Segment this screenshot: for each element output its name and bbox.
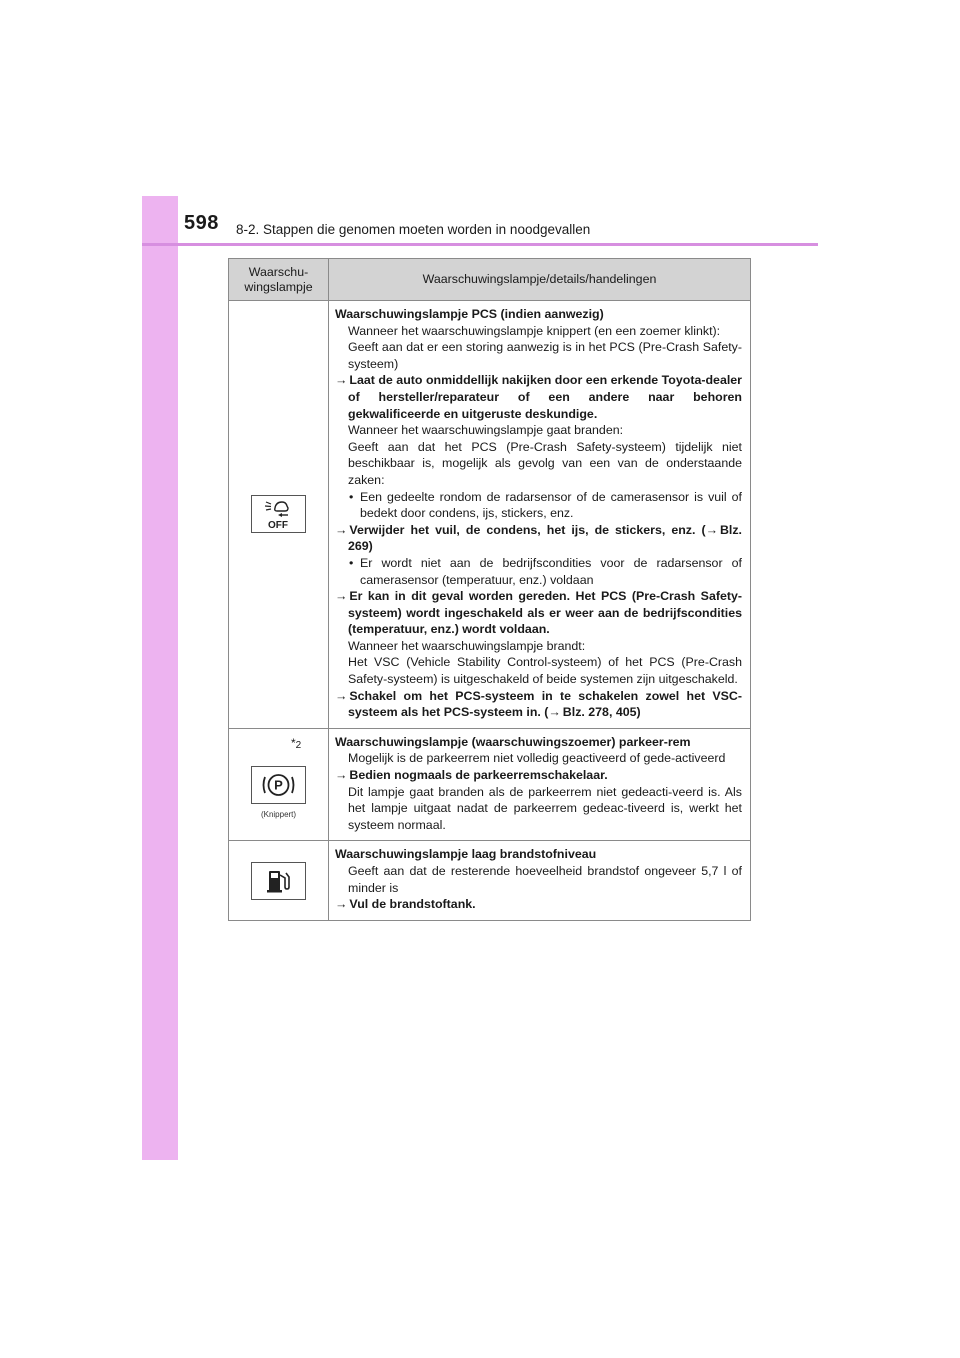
text-line: Het VSC (Vehicle Stability Control-systeem) of het PCS (Pre-Crash Safety-systeem) is uitgeschakeld of beide systemen zijn uitgeschakeld.	[348, 655, 742, 687]
icon-cell	[229, 841, 329, 920]
text-line: Geeft aan dat de resterende hoeveelheid brandstof ongeveer 5,7 l of minder is	[348, 864, 742, 895]
bullet-icon: •	[349, 489, 354, 504]
text-line: Dit lampje gaat branden als de parkeerrem niet gedeacti-veerd is. Als het lampje uitgaat nadat de parkeerrem gedeac-tiveerd is, werkt het systeem normaal.	[348, 784, 742, 832]
text-line: Wanneer het waarschuwingslampje brandt:	[348, 638, 586, 653]
text-line: Geeft aan dat het PCS (Pre-Crash Safety-systeem) tijdelijk niet beschikbaar is, mogelijk als gevolg van een van de onderstaande zaken:	[348, 439, 742, 487]
blink-caption: (Knippert)	[260, 809, 297, 819]
svg-text:P: P	[274, 777, 283, 793]
bullet-item: • Een gedeelte rondom de radarsensor of de camerasensor is vuil of bedekt door condens, ijs, stickers, enz.	[349, 489, 742, 521]
bullet-icon: •	[349, 555, 354, 570]
pcs-off-warning-icon	[251, 495, 306, 533]
page-reference-link[interactable]: Blz. 269)	[348, 522, 742, 554]
action-line: → Laat de auto onmiddellijk nakijken door een erkende Toyota-dealer of hersteller/reparateur of een andere naar behoren gekwalificeerde en uitgeruste deskundige.	[335, 373, 742, 421]
action-line: → Verwijder het vuil, de condens, het ijs, de stickers, enz. (→ Blz. 269)	[335, 522, 742, 554]
arrow-icon: →	[335, 589, 348, 604]
column-header-details: Waarschuwingslampje/details/handelingen	[329, 259, 751, 301]
warning-light-table	[228, 258, 751, 921]
fuel-pump-icon	[251, 862, 306, 900]
icon-cell	[229, 301, 329, 729]
arrow-icon: →	[335, 688, 348, 703]
description-cell	[329, 841, 751, 920]
svg-text:OFF: OFF	[268, 520, 288, 532]
icon-cell	[229, 728, 329, 841]
arrow-icon: →	[335, 897, 348, 912]
header-rule	[142, 243, 818, 246]
text-line: Wanneer het waarschuwingslampje knippert (en een zoemer klinkt):	[348, 323, 721, 338]
text-line: Mogelijk is de parkeerrem niet volledig geactiveerd of gede-activeerd	[348, 751, 726, 766]
description-cell	[329, 301, 751, 729]
action-line: → Bedien nogmaals de parkeerremschakelaar.	[335, 768, 608, 783]
table-row	[229, 728, 751, 841]
section-title: 8-2. Stappen die genomen moeten worden in noodgevallen	[236, 222, 591, 237]
text-line: Geeft aan dat er een storing aanwezig is in het PCS (Pre-Crash Safety-systeem)	[348, 340, 742, 371]
light-title: Waarschuwingslampje PCS (indien aanwezig)	[335, 307, 604, 321]
arrow-icon: →	[335, 522, 348, 537]
side-color-band	[142, 196, 178, 1160]
bullet-item: • Er wordt niet aan de bedrijfscondities voor de radarsensor of camerasensor (temperatuur, enz.) voldaan	[349, 555, 742, 587]
action-line: → Er kan in dit geval worden gereden. Het PCS (Pre-Crash Safety-systeem) wordt ingeschakeld als er weer aan de bedrijfscondities (temperatuur, enz.) wordt voldaan.	[335, 589, 742, 637]
arrow-icon: →	[335, 373, 348, 388]
arrow-icon: →	[705, 522, 718, 537]
light-title: Waarschuwingslampje (waarschuwingszoemer) parkeer-rem	[335, 734, 691, 749]
page-number: 598	[184, 212, 219, 234]
page-reference-link[interactable]: Blz. 278, 405)	[562, 705, 641, 720]
action-line: → Vul de brandstoftank.	[335, 897, 476, 912]
table-row	[229, 841, 751, 920]
text-line: Wanneer het waarschuwingslampje gaat branden:	[348, 423, 624, 438]
footnote-marker: $*_2$	[291, 735, 302, 751]
arrow-icon: →	[548, 705, 561, 720]
column-header-light: Waarschu- wingslampje	[229, 259, 329, 301]
light-title: Waarschuwingslampje laag brandstofniveau	[335, 847, 597, 862]
description-cell	[329, 728, 751, 841]
action-line: → Schakel om het PCS-systeem in te schakelen zowel het VSC-systeem als het PCS-systeem in. (→ Blz. 278, 405)	[335, 688, 742, 720]
arrow-icon: →	[335, 768, 348, 783]
table-row	[229, 301, 751, 729]
table-header-row	[229, 259, 751, 301]
parking-brake-warning-icon	[251, 766, 306, 804]
